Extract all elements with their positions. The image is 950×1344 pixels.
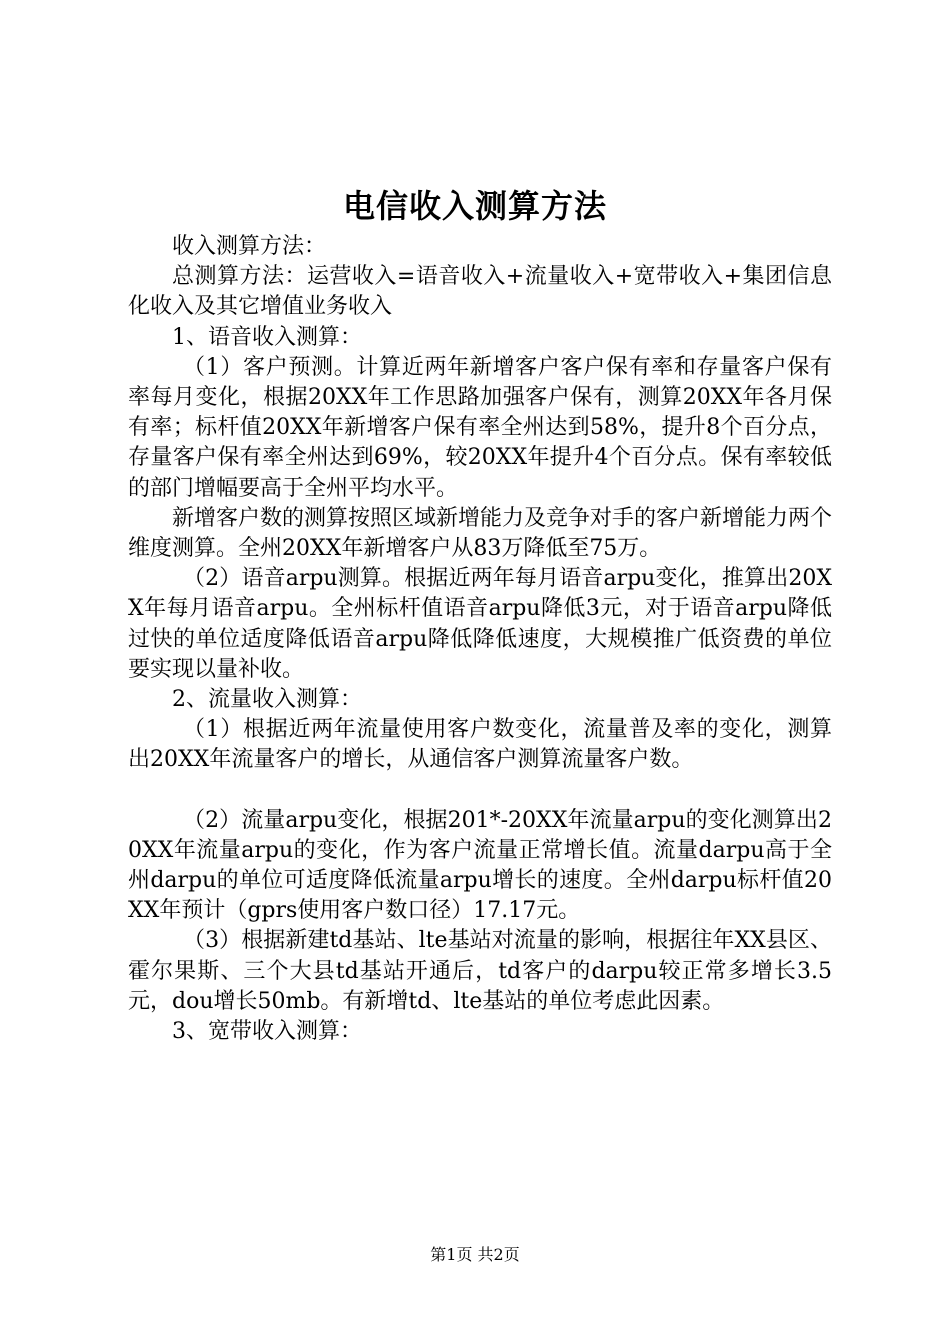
page-number-footer: 第1页 共2页 [430, 1245, 520, 1264]
paragraph-customer-forecast: （1）客户预测。计算近两年新增客户客户保有率和存量客户保有率每月变化，根据20XX年工作思路加强客户保有，测算20XX年各月保有率；标杆值20XX年新增客户保有率全州达到58%，提升8个百分点，存量客户保有率全州达到69%，较20XX年提升4个百分点。保有率较低的部门增幅要高于全州平均水平。 [128, 354, 832, 501]
paragraph-data-users: （1）根据近两年流量使用客户数变化，流量普及率的变化，测算出20XX年流量客户的增长，从通信客户测算流量客户数。 [128, 717, 832, 773]
paragraph-new-customers: 新增客户数的测算按照区域新增能力及竞争对手的客户新增能力两个维度测算。全州20XX年新增客户从83万降低至75万。 [128, 505, 833, 562]
paragraph-voice-arpu: （2）语音arpu测算。根据近两年每月语音arpu变化，推算出20XX年每月语音arpu。全州标杆值语音arpu降低3元，对于语音arpu降低过快的单位适度降低语音arpu降低降低速度，大规模推广低资费的单位要实现以量补收。 [128, 566, 832, 682]
document-body [128, 232, 832, 1047]
heading-voice-revenue: 1、语音收入测算： [172, 324, 362, 350]
paragraph-data-arpu: （2）流量arpu变化，根据201*-20XX年流量arpu的变化测算出20XX年流量arpu的变化，作为客户流量正常增长值。流量darpu高于全州darpu的单位可适度降低流量arpu增长的速度。全州darpu标杆值20XX年预计（gprs使用客户数口径）17.17元。 [128, 807, 832, 924]
heading-data-revenue: 2、流量收入测算： [172, 687, 362, 713]
paragraph-intro: 收入测算方法： [172, 234, 327, 259]
paragraph-total-method: 总测算方法：运营收入=语音收入+流量收入+宽带收入+集团信息化收入及其它增值业务收入 [128, 264, 832, 320]
document-title: 电信收入测算方法 [342, 187, 607, 225]
heading-broadband-revenue: 3、宽带收入测算： [172, 1019, 362, 1045]
paragraph-base-stations: （3）根据新建td基站、lte基站对流量的影响，根据往年XX县区、霍尔果斯、三个大县td基站开通后，td客户的darpu较正常多增长3.5元，dou增长50mb。有新增td、lte基站的单位考虑此因素。 [128, 928, 832, 1014]
